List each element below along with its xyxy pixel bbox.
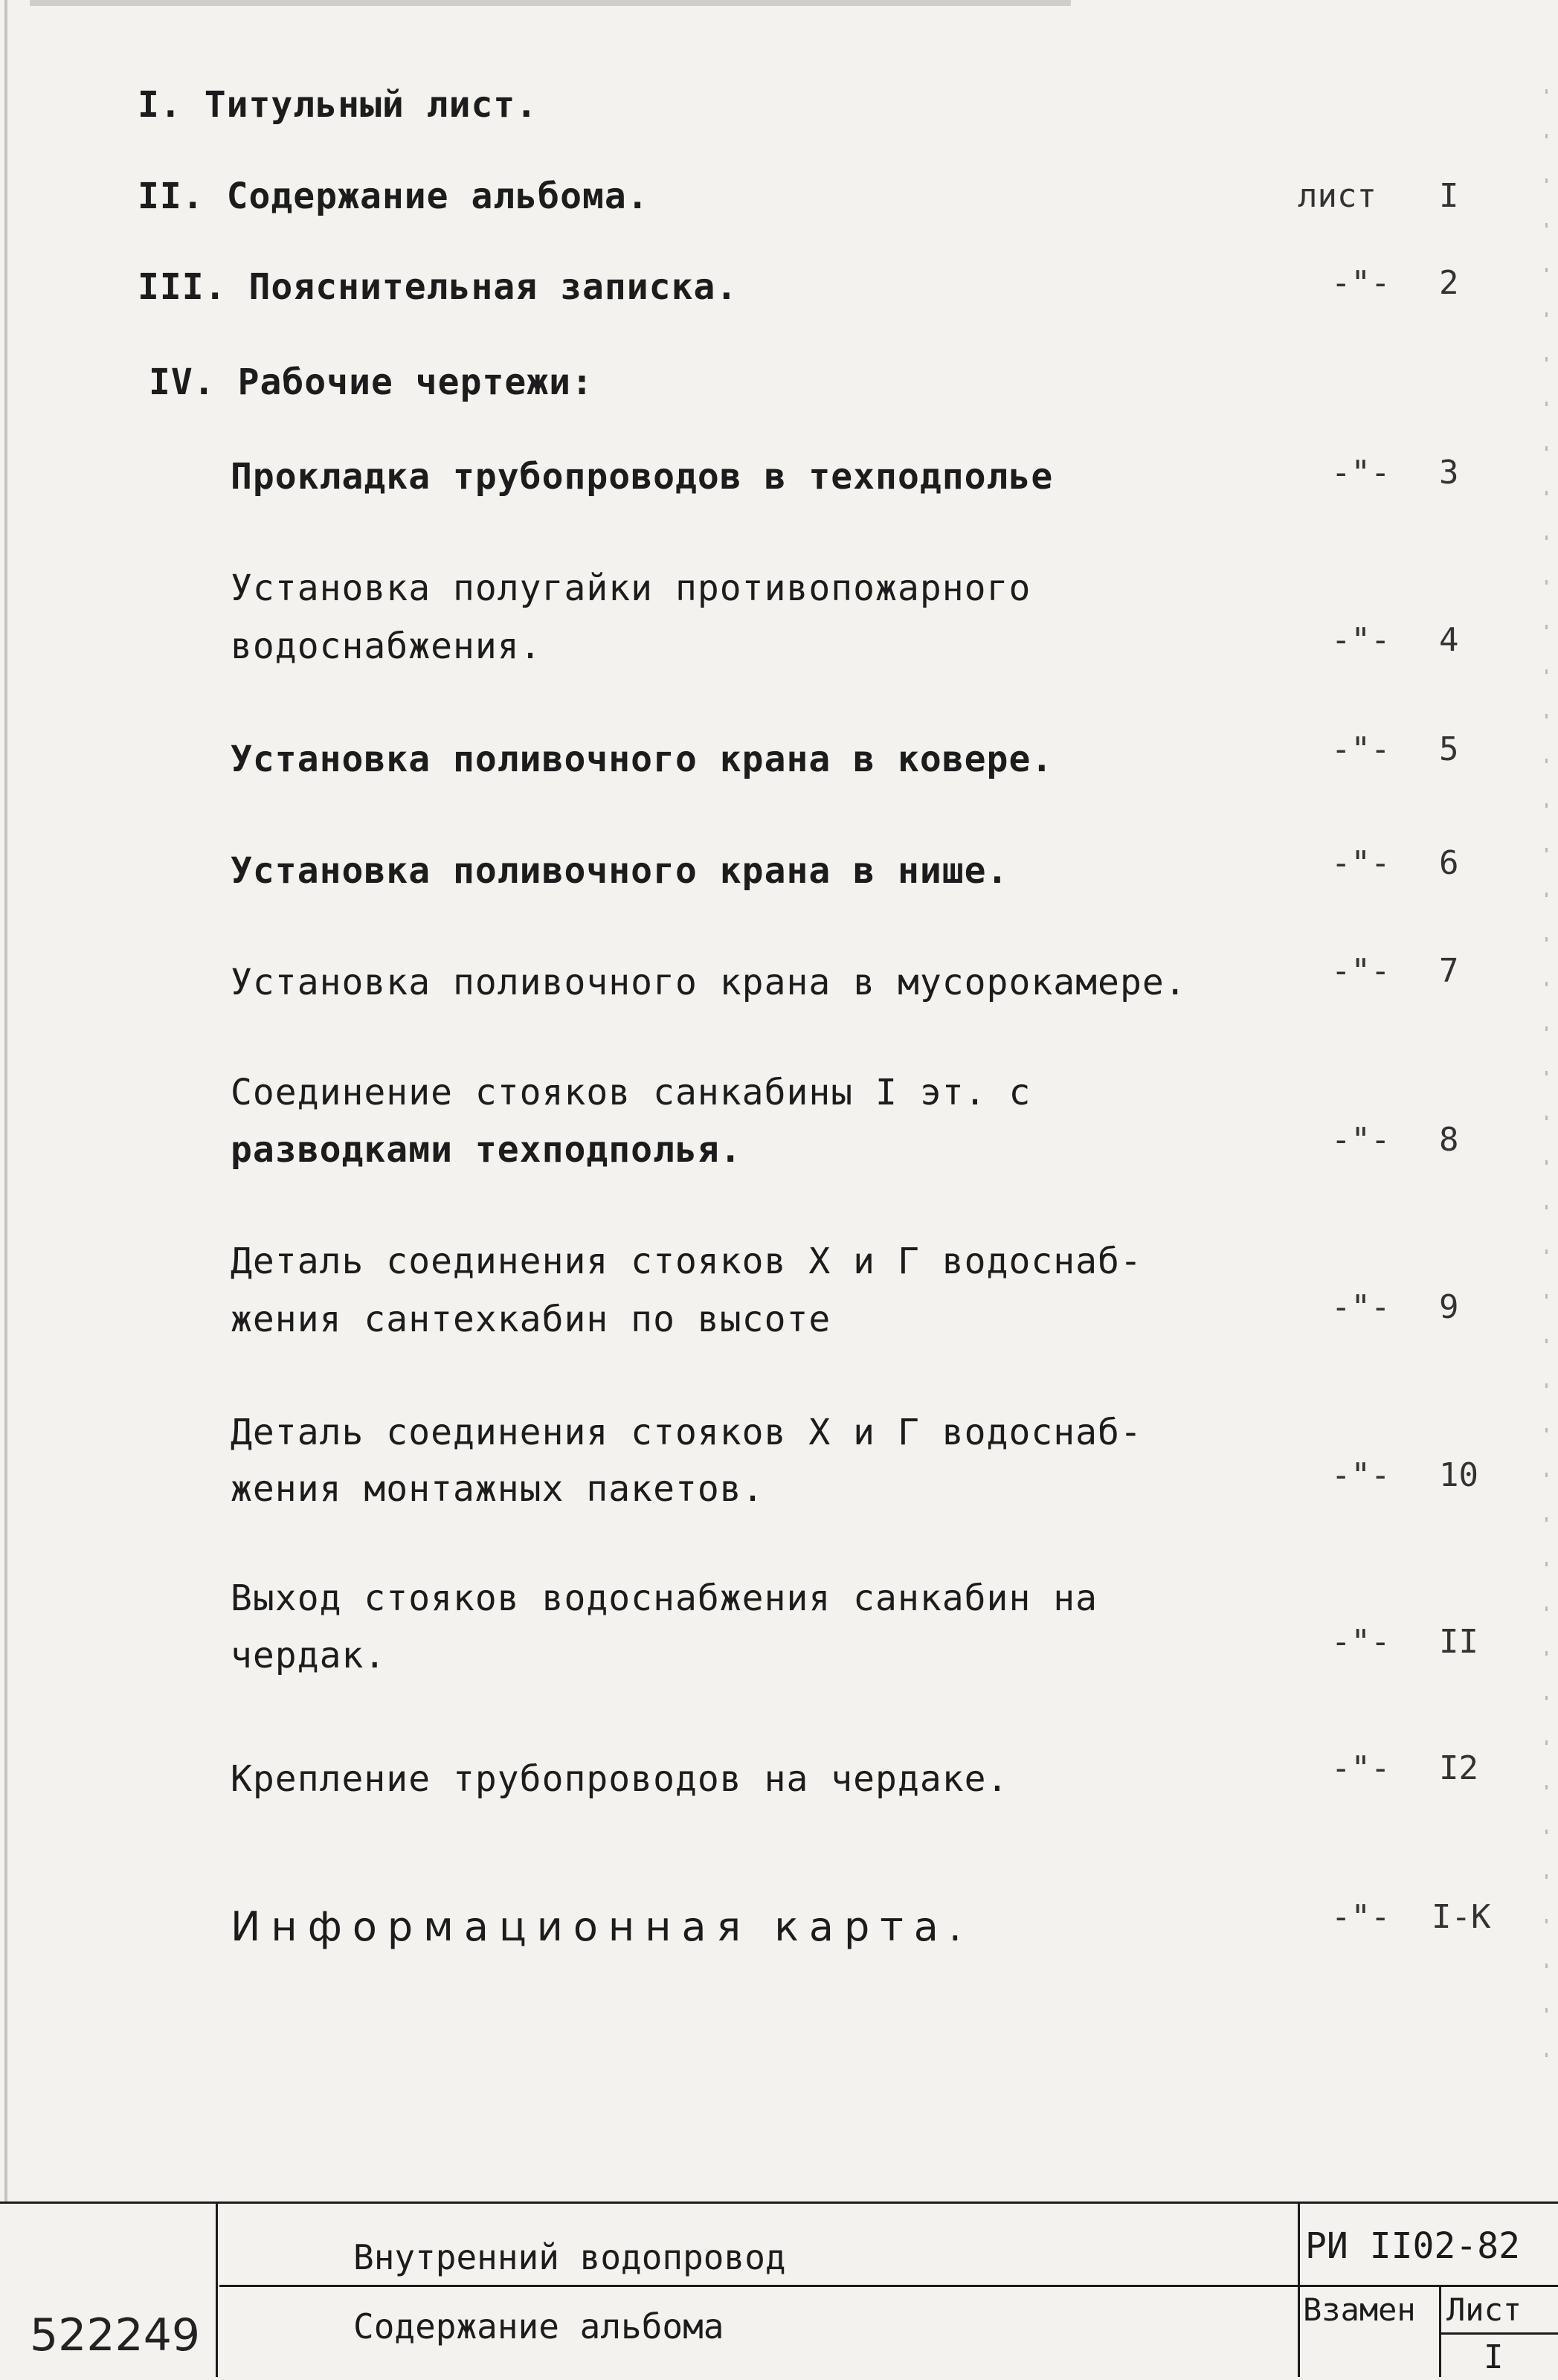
toc-item-4-line-1: Установка полугайки противопожарного [231,567,1031,609]
toc-item-4-page: 4 [1439,621,1459,659]
title-block-sheet-divider [1439,2285,1441,2377]
toc-info-card: Информационная карта. [231,1903,972,1950]
title-block-top-border [0,2202,1558,2204]
toc-section-3: III. Пояснительная записка. [138,266,738,308]
scan-edge-top [30,0,1071,6]
toc-section-2-page: I [1439,177,1459,215]
toc-item-3-ditto: -"- [1331,454,1391,492]
toc-section-2-ditto: лист [1298,177,1377,215]
toc-item-10-page: 10 [1439,1456,1478,1494]
inventory-stamp: 522249 [30,2309,201,2361]
toc-item-8-page: 8 [1439,1121,1459,1159]
title-block-sheet-number: I [1484,2338,1504,2376]
toc-item-6: Установка поливочного крана в нише. [231,850,1009,892]
toc-item-12-page: I2 [1439,1749,1478,1787]
toc-item-9-line-1: Деталь соединения стояков Х и Г водоснаб- [231,1241,1142,1282]
toc-item-8-line-1: Соединение стояков санкабины I эт. с [231,1072,1031,1113]
toc-item-7: Установка поливочного крана в мусорокамере. [231,962,1187,1003]
toc-item-11-line-1: Выход стояков водоснабжения санкабин на [231,1577,1098,1619]
toc-section-4: IV. Рабочие чертежи: [149,361,593,403]
toc-info-card-page: I-К [1432,1898,1491,1936]
title-block-left-divider [216,2202,218,2377]
toc-item-12: Крепление трубопроводов на чердаке. [231,1758,1009,1800]
title-block-code: РИ II02-82 [1305,2225,1520,2267]
toc-section-1: I. Титульный лист. [138,84,538,126]
toc-item-3-page: 3 [1439,454,1459,492]
toc-item-7-page: 7 [1439,952,1459,990]
toc-item-5: Установка поливочного крана в ковере. [231,739,1054,780]
toc-item-6-page: 6 [1439,844,1459,882]
toc-item-9-page: 9 [1439,1288,1459,1326]
toc-item-5-ditto: -"- [1331,730,1391,768]
toc-item-8-line-2: разводками техподполья. [231,1129,742,1171]
toc-item-3: Прокладка трубопроводов в техподполье [231,456,1054,498]
toc-item-9-ditto: -"- [1331,1288,1391,1326]
title-block-title: Внутренний водопровод [353,2237,786,2277]
toc-item-9-line-2: жения сантехкабин по высоте [231,1299,831,1340]
toc-info-card-ditto: -"- [1331,1898,1391,1936]
scan-edge-left [4,0,7,2202]
toc-item-10-line-2: жения монтажных пакетов. [231,1468,764,1510]
toc-section-2: II. Содержание альбома. [138,176,649,217]
toc-item-5-page: 5 [1439,730,1459,768]
toc-item-4-line-2: водоснабжения. [231,625,542,667]
toc-item-10-ditto: -"- [1331,1456,1391,1494]
toc-item-7-ditto: -"- [1331,952,1391,990]
toc-section-3-page: 2 [1439,264,1459,302]
title-block-right-divider [1298,2202,1300,2377]
toc-item-8-ditto: -"- [1331,1121,1391,1159]
toc-item-11-ditto: -"- [1331,1623,1391,1661]
toc-item-11-page: II [1439,1623,1478,1661]
toc-item-10-line-1: Деталь соединения стояков Х и Г водоснаб- [231,1412,1142,1453]
title-block-replacement-label: Взамен [1303,2291,1416,2328]
toc-item-6-ditto: -"- [1331,844,1391,882]
title-block-middle-border [219,2285,1558,2287]
toc-section-3-ditto: -"- [1331,264,1391,302]
title-block-sheet-rule [1439,2332,1558,2335]
toc-item-11-line-2: чердак. [231,1635,387,1676]
toc-item-12-ditto: -"- [1331,1749,1391,1787]
scan-edge-right [1545,89,1548,2097]
toc-item-4-ditto: -"- [1331,621,1391,659]
title-block-subtitle: Содержание альбома [353,2306,724,2347]
title-block-sheet-label: Лист [1446,2291,1522,2328]
